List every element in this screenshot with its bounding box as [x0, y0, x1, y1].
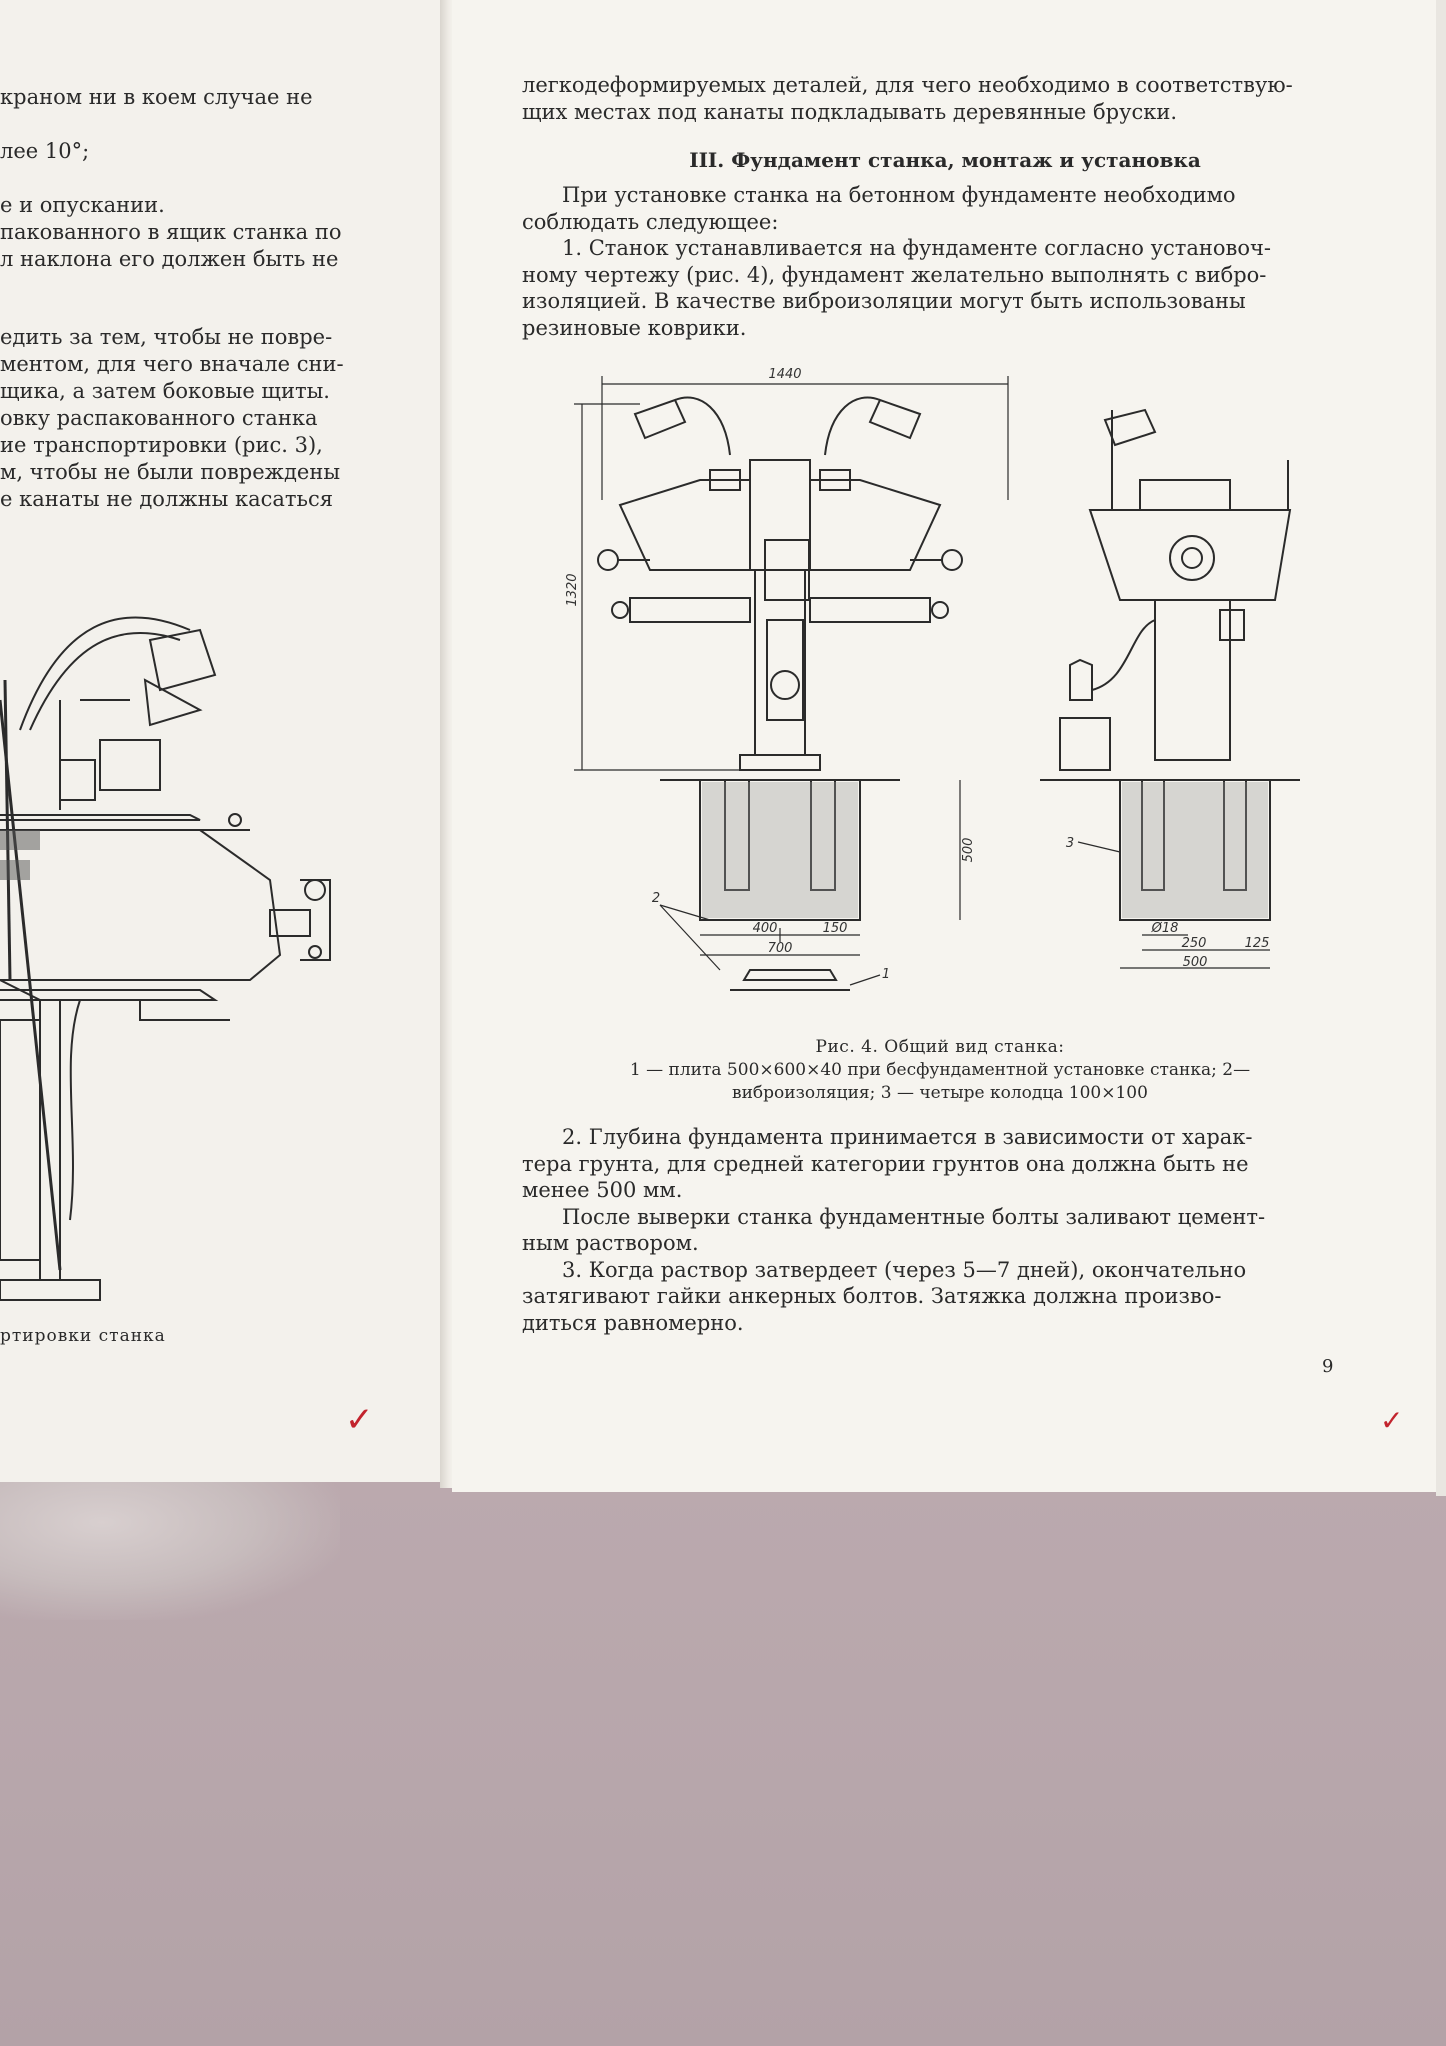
p2-line-1: 2. Глубина фундамента принимается в зависимости от харак-: [562, 1125, 1253, 1149]
paragraph-2: [522, 1124, 1336, 1336]
figure-caption-title: Рис. 4. Общий вид станка:: [815, 1037, 1065, 1057]
p2-line-6: 3. Когда раствор затвердеет (через 5—7 дней), окончательно: [562, 1257, 1247, 1282]
dim-500-depth: 500: [961, 837, 976, 863]
dim-1440: 1440: [768, 367, 802, 382]
label-2: 2: [651, 891, 661, 906]
figure-caption-line-1: 1 — плита 500×600×40 при бесфундаментной установке станка; 2—: [629, 1060, 1251, 1080]
intro-line-1: легкодеформируемых деталей, для чего необходимо в соответствую-: [522, 73, 1293, 97]
page-number: 9: [1322, 1356, 1334, 1377]
figure-caption-line-2: виброизоляция; 3 — четыре колодца 100×100: [732, 1083, 1148, 1103]
left-line-3: е и опускании.: [0, 193, 165, 217]
p1-line-1: При установке станка на бетонном фундаменте необходимо: [562, 183, 1236, 207]
intro-paragraph: [522, 72, 1336, 125]
dim-500-side: 500: [1182, 955, 1208, 970]
section-heading: III. Фундамент станка, монтаж и установка: [689, 148, 1201, 172]
left-line-12: е канаты не должны касаться: [0, 487, 333, 511]
left-line-11: м, чтобы не были повреждены: [0, 460, 341, 484]
left-line-10: ие транспортировки (рис. 3),: [0, 433, 323, 457]
dim-125: 125: [1244, 936, 1270, 951]
p2-line-7: затягивают гайки анкерных болтов. Затяжка должна произво-: [522, 1284, 1222, 1308]
dim-400: 400: [752, 921, 778, 936]
left-line-9: овку распакованного станка: [0, 406, 318, 430]
left-line-5: л наклона его должен быть не: [0, 247, 339, 271]
left-line-4: пакованного в ящик станка по: [0, 220, 342, 244]
left-machine-drawing: [0, 580, 380, 1320]
label-1: 1: [881, 967, 891, 982]
p1-line-2: соблюдать следующее:: [522, 209, 779, 234]
p2-line-4: После выверки станка фундаментные болты заливают цемент-: [562, 1204, 1266, 1229]
dim-150: 150: [822, 921, 848, 936]
dim-250: 250: [1181, 936, 1207, 951]
dim-1320: 1320: [565, 573, 580, 607]
figure-4-machine-drawing: [560, 360, 1320, 1000]
left-line-6: едить за тем, чтобы не повре-: [0, 325, 333, 349]
figure-caption: [560, 1036, 1320, 1105]
left-line-7: ментом, для чего вначале сни-: [0, 352, 344, 376]
foundation-fill: [702, 782, 858, 918]
intro-line-2: щих местах под канаты подкладывать деревянные бруски.: [522, 99, 1178, 124]
p1-line-6: резиновые коврики.: [522, 315, 747, 340]
p2-line-8: диться равномерно.: [522, 1310, 744, 1335]
label-3: 3: [1065, 836, 1075, 851]
dim-700: 700: [767, 941, 793, 956]
p1-line-3: 1. Станок устанавливается на фундаменте согласно установоч-: [562, 236, 1271, 260]
thumb-shadow: [0, 1470, 340, 1620]
paragraph-1: [522, 182, 1336, 341]
left-line-1: краном ни в коем случае не: [0, 85, 313, 109]
p2-line-2: тера грунта, для средней категории грунтов она должна быть не: [522, 1151, 1249, 1176]
p1-line-4: ному чертежу (рис. 4), фундамент желательно выполнять с вибро-: [522, 262, 1267, 287]
dim-d18: Ø18: [1151, 921, 1179, 936]
p2-line-3: менее 500 мм.: [522, 1178, 683, 1202]
red-check-mark-right: ✓: [1380, 1404, 1404, 1437]
p2-line-5: ным раствором.: [522, 1231, 699, 1255]
p1-line-5: изоляцией. В качестве виброизоляции могут быть использованы: [522, 289, 1246, 313]
left-page: [0, 0, 440, 1482]
red-check-mark-left: ✓: [345, 1400, 374, 1440]
left-line-8: щика, а затем боковые щиты.: [0, 379, 330, 403]
page-edge: [1436, 0, 1446, 1496]
left-line-2: лее 10°;: [0, 139, 90, 163]
left-figure-caption: ртировки станка: [0, 1326, 166, 1346]
